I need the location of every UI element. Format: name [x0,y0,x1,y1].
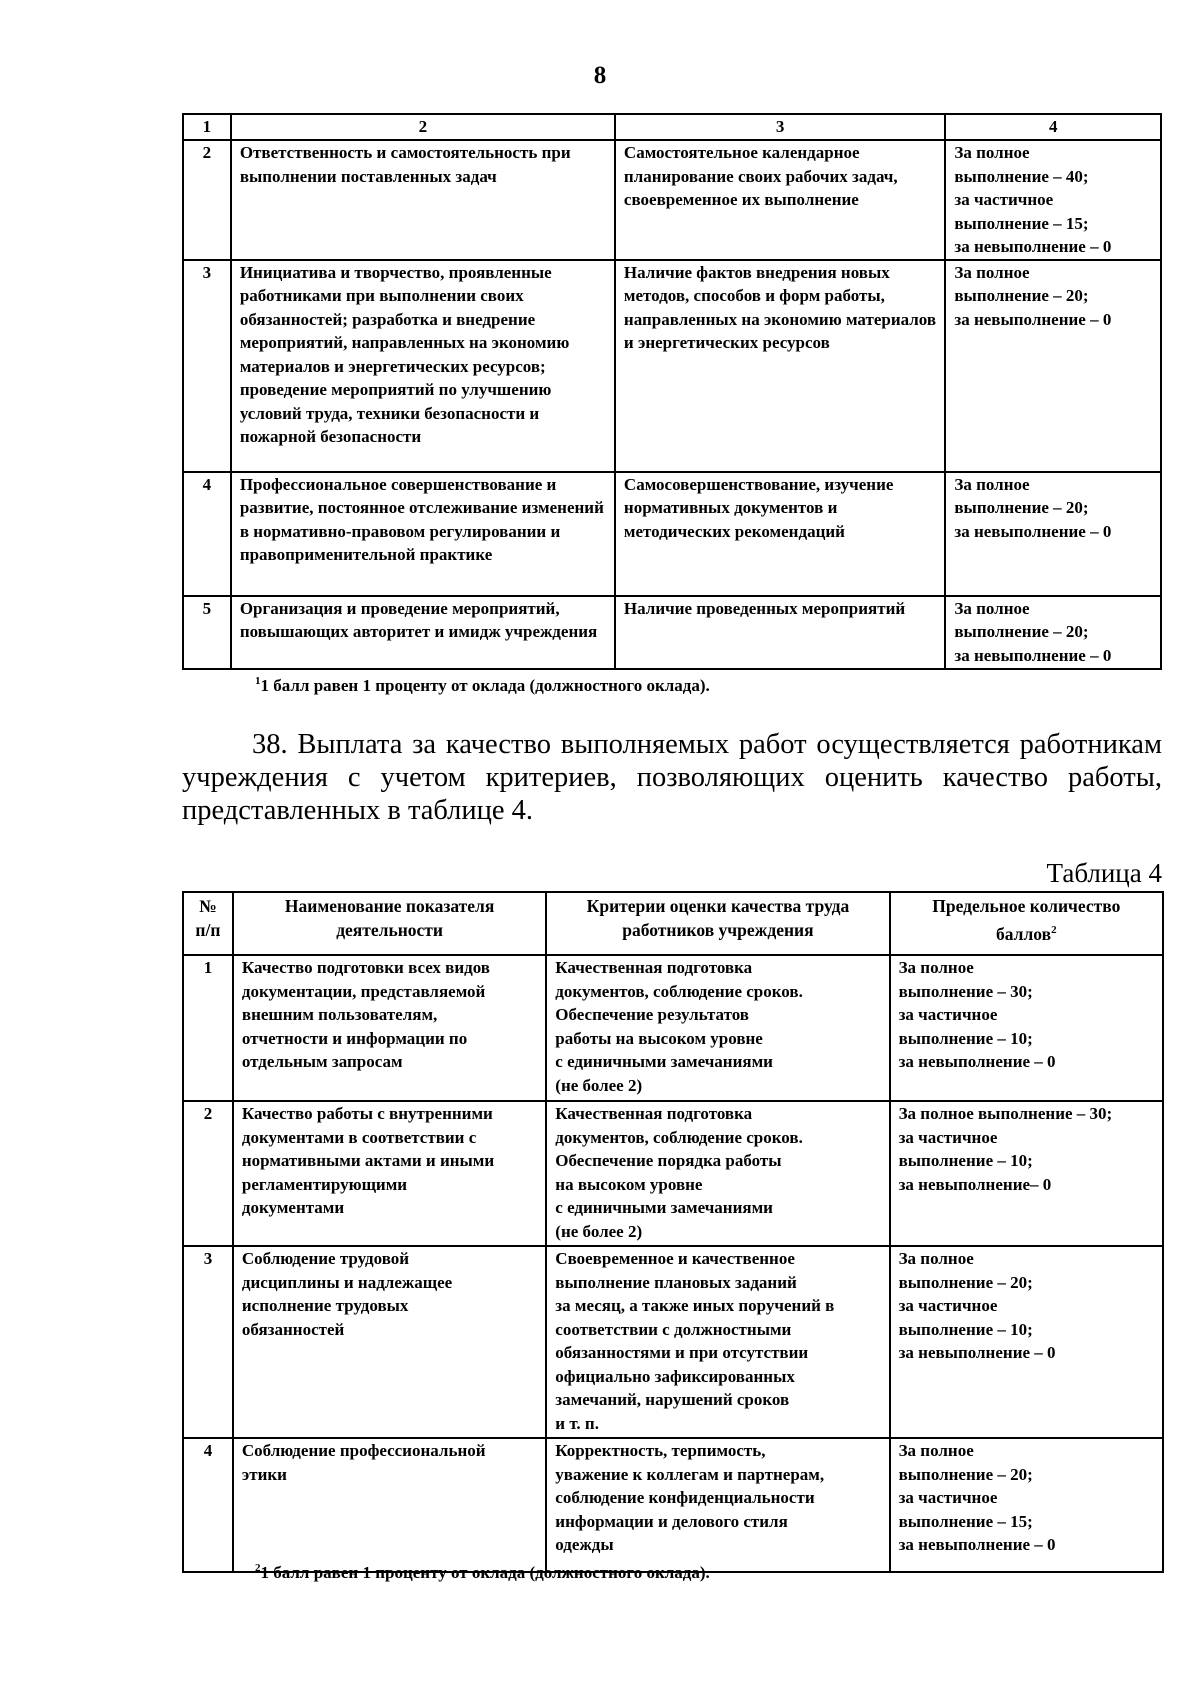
criteria-cell [546,1246,889,1438]
cell-line: официально зафиксированных [555,1366,795,1386]
cell-line: выполнение плановых заданий [555,1272,797,1292]
cell-line: документов, соблюдение сроков. [555,981,803,1001]
footnote-text: 1 балл равен 1 проценту от оклада (должностного оклада). [260,676,710,695]
cell-line: Своевременное и качественное [555,1249,795,1268]
points-line: выполнение – 20; [954,498,1089,517]
cell-line: документов, соблюдение сроков. [555,1127,803,1147]
header-num [183,892,233,955]
cell-line: нормативными актами и иными [241,1151,495,1170]
header-line: № [199,896,217,916]
points-line: За полное [898,1441,974,1460]
points-cell [945,596,1161,669]
paragraph-38 [182,728,1162,827]
points-line: выполнение – 20; [954,286,1089,305]
header-line [895,919,1158,947]
indicator-cell [233,1101,546,1246]
points-cell [890,1438,1163,1572]
criteria-cell: Самосовершенствование, изучение нормативных документов и методических рекомендаций [615,472,945,596]
cell-line: Качественная подготовка [555,958,753,977]
row-number: 3 [183,260,231,472]
table-row [183,955,1163,1101]
points-line: выполнение – 10; [898,1151,1033,1170]
points-line: за невыполнение – 0 [954,521,1112,541]
table-row [183,260,1161,472]
cell-line: на высоком уровне [555,1174,703,1194]
points-line: За полное [954,474,1030,494]
points-line: за невыполнение – 0 [954,237,1112,256]
footnote-2 [255,1562,710,1583]
cell-line: (не более 2) [555,1221,643,1241]
points-line: выполнение – 30; [898,981,1033,1001]
points-line: за частичное [898,1296,998,1315]
header-line: деятельности [336,919,443,940]
points-line: за частичное [898,1127,998,1147]
cell-line: Качественная подготовка [555,1104,753,1123]
header-points-text: баллов [996,923,1052,944]
cell-line: документации, представляемой [241,981,486,1001]
points-line: За полное [898,958,974,977]
header-col-3: 3 [615,114,945,140]
points-line: за частичное [898,1005,998,1024]
table-row [183,596,1161,669]
row-number: 5 [183,596,231,669]
cell-line: внешним пользователям, [241,1005,438,1024]
points-line: За полное [954,143,1030,162]
cell-line: с единичными замечаниями [555,1198,773,1217]
points-line: выполнение – 20; [954,622,1089,641]
header-line: Предельное количество [932,896,1121,916]
points-line: выполнение – 10; [898,1028,1033,1048]
table-row [183,1246,1163,1438]
indicator-cell: Инициатива и творчество, проявленные работниками при выполнении своих обязанностей; разработка и внедрение мероприятий, направленных на экономию материалов и энергетических ресурсов; проведение мероприятий по улучшению условий труда, техники безопасности и пожарной безопасности [231,260,615,472]
indicator-cell [233,955,546,1101]
header-col-4: 4 [945,114,1161,140]
footnote-text: 1 балл равен 1 проценту от оклада (должностного оклада). [260,1563,710,1582]
table-row [183,1101,1163,1246]
header-col-1: 1 [183,114,231,140]
row-number: 1 [183,955,233,1101]
criteria-cell [546,1101,889,1246]
cell-line: Качество работы с внутренними [241,1104,493,1123]
points-line: за невыполнение – 0 [898,1343,1056,1362]
cell-line: регламентирующими [241,1174,408,1194]
points-line: За полное [954,598,1030,618]
points-line: За полное [898,1249,974,1268]
header-line: работников учреждения [622,919,814,940]
cell-line: (не более 2) [555,1075,643,1095]
points-cell [945,472,1161,596]
row-number: 3 [183,1246,233,1438]
points-line: за частичное [954,190,1054,209]
criteria-cell: Наличие проведенных мероприятий [615,596,945,669]
header-line: Наименование показателя [284,896,495,916]
table-row [183,140,1161,260]
criteria-cell [546,1438,889,1572]
table-header-row [183,892,1163,955]
points-line: выполнение – 20; [898,1272,1033,1292]
table-header-row [183,114,1161,140]
table-row [183,472,1161,596]
points-cell [890,1101,1163,1246]
indicator-cell: Профессиональное совершенствование и развитие, постоянное отслеживание изменений в нормативно-правовом регулировании и правоприменительной практике [231,472,615,596]
footnote-1 [255,675,710,696]
points-cell [890,955,1163,1101]
header-col-2: 2 [231,114,615,140]
quality-criteria-table-4 [182,891,1164,1573]
points-line: за частичное [898,1488,998,1507]
table-row [183,1438,1163,1572]
points-line: за невыполнение– 0 [898,1174,1052,1194]
cell-line: и т. п. [555,1413,599,1433]
points-line: За полное [954,262,1030,282]
criteria-cell [546,955,889,1101]
header-criteria [546,892,889,955]
cell-line: Корректность, терпимость, [555,1441,766,1460]
cell-line: уважение к коллегам и партнерам, [555,1464,825,1484]
points-line: за невыполнение – 0 [898,1535,1056,1554]
row-number: 4 [183,1438,233,1572]
points-line: За полное выполнение – 30; [898,1104,1113,1123]
footnote-mark: 2 [255,1562,261,1574]
cell-line: Обеспечение порядка работы [555,1151,782,1170]
cell-line: Обеспечение результатов [555,1005,749,1024]
cell-line: за месяц, а также иных поручений в [555,1296,835,1315]
points-line: выполнение – 15; [954,213,1089,233]
table-caption: Таблица 4 [1046,858,1162,888]
points-line: за невыполнение – 0 [954,309,1112,329]
cell-line: обязанностями и при отсутствии [555,1343,809,1362]
criteria-table-3 [182,113,1162,670]
points-line: за невыполнение – 0 [954,645,1112,665]
row-number: 2 [183,1101,233,1246]
indicator-cell: Организация и проведение мероприятий, повышающих авторитет и имидж учреждения [231,596,615,669]
cell-line: исполнение трудовых [241,1296,409,1315]
cell-line: отчетности и информации по [241,1028,468,1048]
header-points [890,892,1163,955]
cell-line: обязанностей [241,1319,345,1339]
footnote-mark: 1 [255,675,261,687]
cell-line: информации и делового стиля [555,1511,788,1531]
cell-line: документами [241,1198,345,1217]
cell-line: работы на высоком уровне [555,1028,763,1048]
cell-line: Соблюдение трудовой [241,1249,410,1268]
cell-line: с единичными замечаниями [555,1052,773,1071]
cell-line: одежды [555,1535,614,1554]
header-indicator [233,892,546,955]
footnote-mark: 2 [1051,923,1057,936]
cell-line: этики [241,1464,287,1484]
cell-line: Соблюдение профессиональной [241,1441,486,1460]
indicator-cell [233,1438,546,1572]
points-cell [890,1246,1163,1438]
row-number: 2 [183,140,231,260]
cell-line: документами в соответствии с [241,1127,477,1147]
cell-line: соответствии с должностными [555,1319,792,1339]
points-line: выполнение – 40; [954,166,1089,186]
indicator-cell: Ответственность и самостоятельность при выполнении поставленных задач [231,140,615,260]
criteria-cell: Самостоятельное календарное планирование своих рабочих задач, своевременное их выполнение [615,140,945,260]
points-line: выполнение – 20; [898,1464,1033,1484]
row-number: 4 [183,472,231,596]
points-line: выполнение – 10; [898,1319,1033,1339]
cell-line: дисциплины и надлежащее [241,1272,453,1292]
indicator-cell [233,1246,546,1438]
points-cell [945,260,1161,472]
header-line: п/п [195,919,221,940]
points-line: за невыполнение – 0 [898,1052,1056,1071]
header-line: Критерии оценки качества труда [586,896,850,916]
criteria-cell: Наличие фактов внедрения новых методов, способов и форм работы, направленных на экономию материалов и энергетических ресурсов [615,260,945,472]
cell-line: соблюдение конфиденциальности [555,1488,815,1507]
cell-line: Качество подготовки всех видов [241,958,490,977]
page-number: 8 [593,62,607,89]
cell-line: отдельным запросам [241,1052,403,1071]
cell-line: замечаний, нарушений сроков [555,1390,790,1409]
points-cell [945,140,1161,260]
paragraph-text: 38. Выплата за качество выполняемых работ осуществляется работникам учреждения с учетом критериев, позволяющих оценить качество работы, представленных в таблице 4. [182,729,1162,826]
points-line: выполнение – 15; [898,1511,1033,1531]
